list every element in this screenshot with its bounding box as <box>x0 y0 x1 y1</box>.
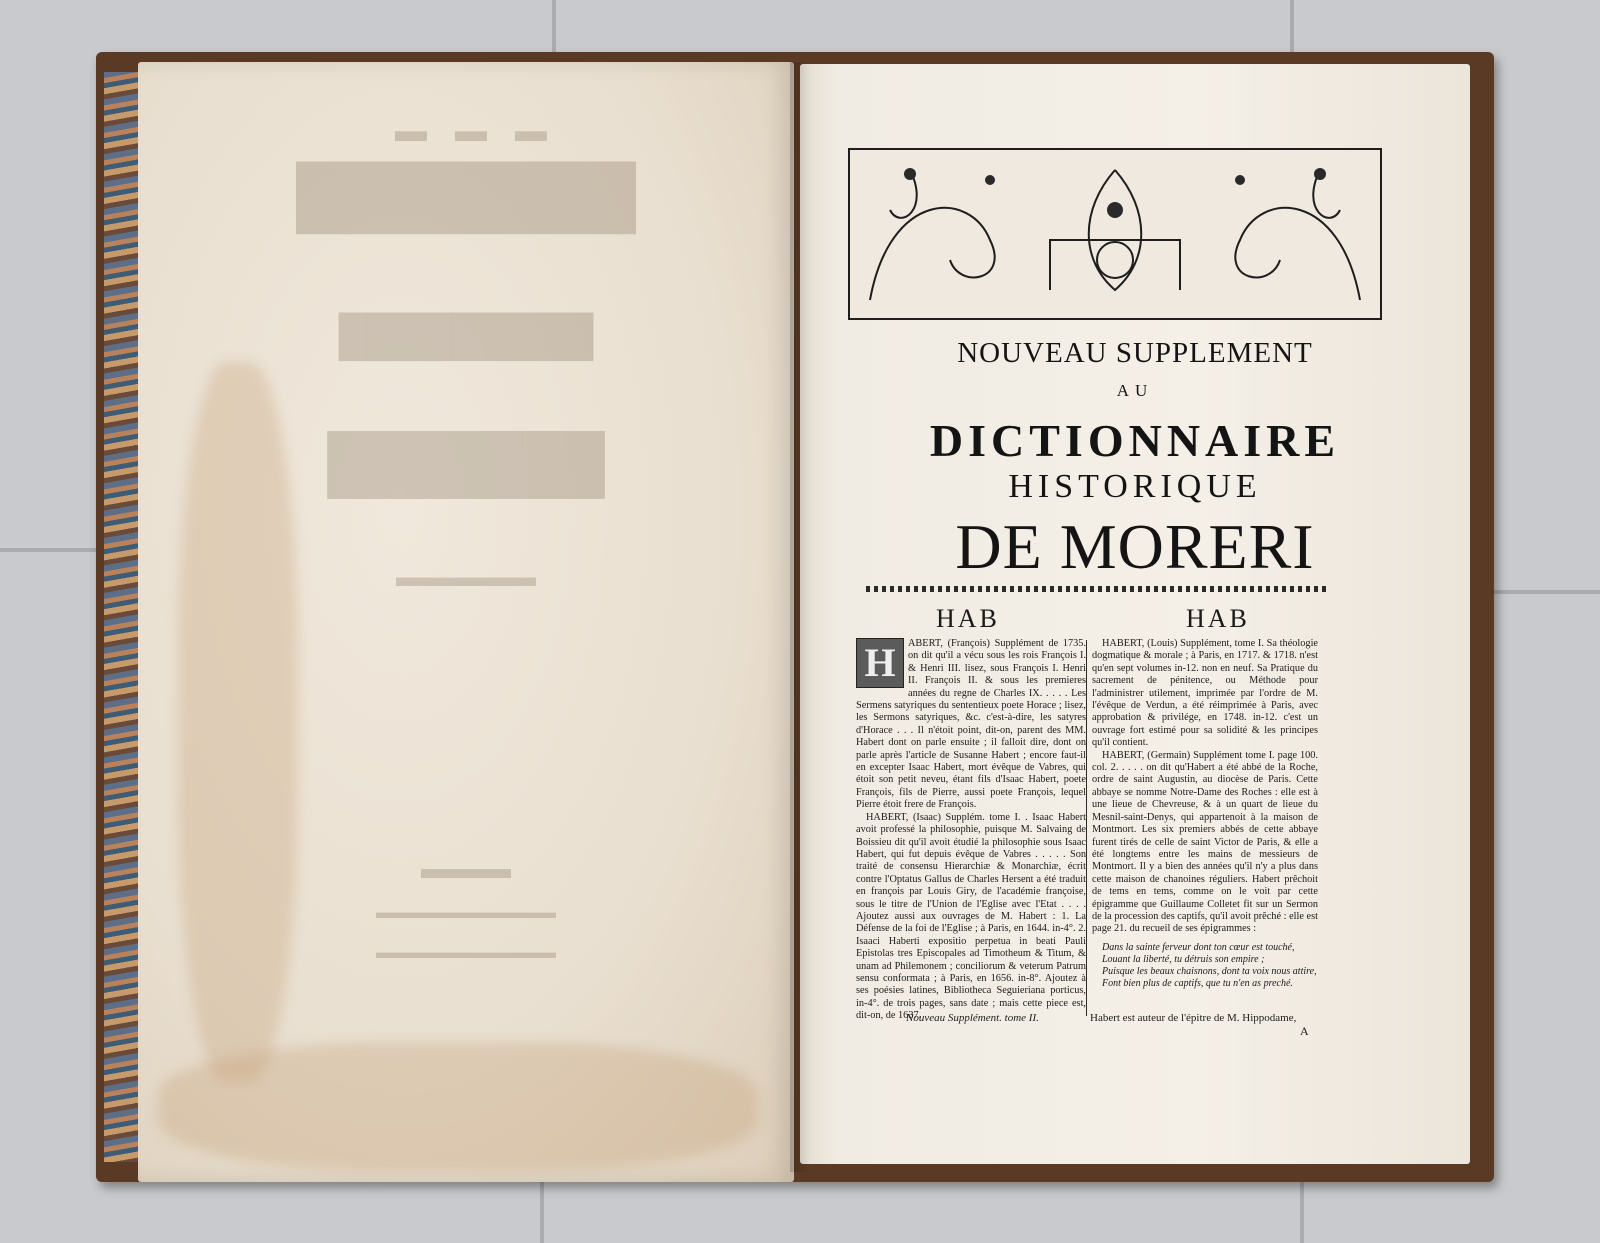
tile-grout <box>1300 1180 1304 1243</box>
bleed-through-text: ▬ ▬ ▬ ████████ █████████ ███████ ▬▬▬▬▬ ▬▬▬ ▬▬▬▬▬▬▬▬▬▬ ▬▬▬▬▬▬▬▬▬▬ <box>295 112 637 962</box>
paragraph: HABERT, (Louis) Supplément, tome I. Sa théologie dogmatique & morale ; à Paris, en 1717. & 1718. n'est qu'en sept volumes in-12. non en neuf. Sa Pratique du sacrement de pénitence, ou Méthode pour l'administrer utilement, imprimée par l'ordre de M. l'évêque de Verdun, a été réimprimée à Paris, avec approbation & privilége, en 1748. in-12. c'est un ouvrage fort estimé pour sa solidité & les principes qu'il contient. <box>1092 638 1318 749</box>
decorative-rule <box>866 586 1326 592</box>
ornamental-headpiece <box>848 148 1382 320</box>
paragraph-text: ABERT, (François) Supplément de 1735. on dit qu'il a vécu sous les rois François I. & Henri III. lisez, sous François I. Henri II. François II. & sous les premieres années du regne de Charles IX. . . . . Les Sermens satyriques du sententieux poete Horace ; lisez, les Sermons satyriques, &c. c'est-à-dire, les satyres d'Horace . . . Il n'étoit point, dit-on, parent des MM. Habert dont on parle ensuite ; il falloit dire, dont on parle après l'article de Susanne Habert ; encore faut-il en excepter Isaac Habert, mort évêque de Vabres, qui étoit son petit neveu, étant fils d'Isaac Habert, poete François, fils de Pierre, aussi poete François, lequel Pierre étoit frere de François. <box>856 638 1086 811</box>
footer-catchline: Habert est auteur de l'épitre de M. Hippodame, <box>1090 1012 1297 1024</box>
tile-grout <box>552 0 556 60</box>
title-line-3: DICTIONNAIRE <box>929 415 1341 466</box>
tile-grout <box>0 548 100 552</box>
epigram <box>1102 942 1318 990</box>
title-line-5: DE MORERI <box>955 511 1315 582</box>
running-head-left: HAB <box>936 604 1000 633</box>
paragraph <box>856 638 1086 812</box>
text-column-right <box>1092 638 1318 990</box>
title-line-1: NOUVEAU SUPPLEMENT <box>957 337 1313 369</box>
ornamental-headpiece-icon <box>850 150 1380 318</box>
drop-cap: H <box>856 638 904 688</box>
verse-line: Font bien plus de captifs, que tu n'en as preché. <box>1102 977 1293 989</box>
signature-mark: A <box>1300 1024 1309 1038</box>
column-divider <box>1086 640 1087 1016</box>
text-column-left <box>856 638 1086 1023</box>
verse-line: Louant la liberté, tu détruis son empire ; <box>1102 953 1265 965</box>
running-head-right: HAB <box>1186 604 1250 633</box>
verse-line: Puisque les beaux chaisnons, dont ta voix nous attire, <box>1102 965 1317 977</box>
title-line-4: HISTORIQUE <box>1008 468 1262 505</box>
verse-line: Dans la sainte ferveur dont ton cœur est touché, <box>1102 941 1295 953</box>
paragraph: HABERT, (Germain) Supplément tome I. page 100. col. 2. . . . . on dit qu'Habert a été abbé de la Roche, ordre de saint Augustin, au diocèse de Paris. Cette abbaye se nomme Notre-Dame des Roches : elle est à une lieue de Chevreuse, & à un quart de lieue du Mesnil-saint-Denys, qui appartenoit à la maison de Montmort. Les six premiers abbés de cette abbaye furent tirés de celle de saint Victor de Paris, & elle a été longtems entre les mains de messieurs de Montmort. Il y a bien des années qu'il n'y a plus dans cette maison de chanoines réguliers. Habert prêchoit de tems en tems, comme on le voit par cette épigramme que Guillaume Colletet fit sur un Sermon de la procession des captifs, qu'il avoit prêché : elle est page 21. du recueil de ses épigrammes : <box>1092 749 1318 935</box>
title-line-2: AU <box>1116 381 1154 400</box>
book-gutter <box>790 62 810 1172</box>
paragraph: HABERT, (Isaac) Supplém. tome I. . Isaac Habert avoit professé la philosophie, puisque M. Salvaing de Boissieu dit qu'il avoit étudié la philosophie sous Isaac Habert, qui fut depuis évêque de Vabres . . . . . Son traité de consensu Hierarchiæ & Monarchiæ, écrit contre l'Optatus Gallus de Charles Hersent a été traduit en françois par Louis Giry, de l'académie françoise, sous le titre de l'Union de l'Eglise avec l'Etat . . . . Ajoutez aussi aux ouvrages de M. Habert : 1. La Défense de la foi de l'Eglise ; à Paris, en 1644. in-4°. 2. Isaaci Haberti expositio perpetua in beati Pauli Epistolas tres Episcopales ad Timotheum & Titum, & unam ad Philemonem ; conciliorum & veterum Patrum sensu conformata ; à Paris, en 1656. in-8°. Ajoutez à ses poésies latines, Bibliotheca Seguieriana porticus, in-4°. de trois pages, sans date ; mais cette piece est, dit-on, de 1637. <box>856 811 1086 1022</box>
footer-volume: Nouveau Supplément. tome II. <box>906 1012 1039 1024</box>
left-page <box>138 62 794 1182</box>
marbled-endpaper <box>104 72 140 1162</box>
tile-grout <box>540 1180 544 1243</box>
